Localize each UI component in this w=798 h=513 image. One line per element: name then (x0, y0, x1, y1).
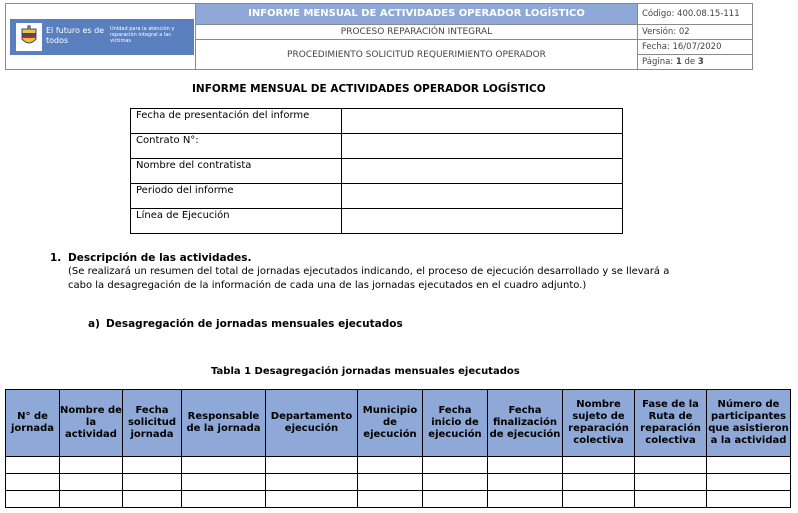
table-cell[interactable] (60, 457, 123, 474)
column-header: Nombre de la actividad (60, 390, 123, 457)
table-cell[interactable] (635, 491, 707, 508)
table-cell[interactable] (182, 474, 266, 491)
table-row (6, 474, 791, 491)
table-cell[interactable] (563, 491, 635, 508)
section-1-paragraph-line1: (Se realizará un resumen del total de jornadas ejecutados indicando, el proceso de ejecución desarrollado y se llevará a (68, 266, 670, 277)
version-field: Versión: 02 (638, 25, 753, 40)
column-header: Fase de la Ruta de reparación colectiva (635, 390, 707, 457)
table-cell[interactable] (266, 491, 358, 508)
table-cell[interactable] (423, 474, 488, 491)
date-field: Fecha: 16/07/2020 (638, 40, 753, 55)
page-field (638, 55, 753, 70)
table-cell[interactable] (358, 491, 423, 508)
section-1-number: 1. (50, 252, 62, 264)
table-cell[interactable] (6, 491, 60, 508)
table-cell[interactable] (123, 474, 182, 491)
table-cell[interactable] (707, 474, 791, 491)
table-cell[interactable] (563, 474, 635, 491)
info-row (131, 184, 623, 209)
column-header: Nombre sujeto de reparación colectiva (563, 390, 635, 457)
table-cell[interactable] (488, 491, 563, 508)
column-header: Municipio de ejecución (358, 390, 423, 457)
info-value[interactable] (342, 109, 623, 134)
table-cell[interactable] (6, 457, 60, 474)
table-row (6, 491, 791, 508)
table-cell[interactable] (707, 491, 791, 508)
info-label: Periodo del informe (131, 184, 342, 209)
info-label: Nombre del contratista (131, 159, 342, 184)
coat-of-arms-icon (16, 23, 42, 51)
institution-logo (10, 19, 194, 55)
logo-cell (6, 4, 196, 70)
info-row (131, 109, 623, 134)
table-cell[interactable] (123, 457, 182, 474)
column-header: N° de jornada (6, 390, 60, 457)
info-row (131, 134, 623, 159)
table-cell[interactable] (266, 474, 358, 491)
table-cell[interactable] (423, 491, 488, 508)
table-cell[interactable] (6, 474, 60, 491)
table-cell[interactable] (123, 491, 182, 508)
activities-table (5, 389, 791, 508)
info-value[interactable] (342, 184, 623, 209)
document-header (5, 3, 753, 70)
table-caption: Tabla 1 Desagregación jornadas mensuales ejecutados (211, 366, 520, 377)
logo-main-text: El futuro es de todos (46, 26, 105, 45)
column-header: Departamento ejecución (266, 390, 358, 457)
column-header: Fecha inicio de ejecución (423, 390, 488, 457)
table-cell[interactable] (60, 474, 123, 491)
info-value[interactable] (342, 134, 623, 159)
table-cell[interactable] (488, 457, 563, 474)
page-total: 3 (697, 57, 704, 67)
table-cell[interactable] (358, 474, 423, 491)
column-header: Fecha finalización de ejecución (488, 390, 563, 457)
table-cell[interactable] (488, 474, 563, 491)
table-cell[interactable] (635, 457, 707, 474)
table-cell[interactable] (182, 457, 266, 474)
table-header-row (6, 390, 791, 457)
info-label: Línea de Ejecución (131, 209, 342, 234)
section-1-title: Descripción de las actividades. (68, 252, 252, 264)
table-cell[interactable] (60, 491, 123, 508)
procedure-name: PROCEDIMIENTO SOLICITUD REQUERIMIENTO OPERADOR (196, 40, 638, 70)
section-1-paragraph-line2: cabo la desagregación de la información de cada una de las jornadas ejecutados en el cuadro adjunto.) (68, 280, 587, 291)
subsection-a-label: a) (88, 318, 100, 330)
table-cell[interactable] (563, 457, 635, 474)
subsection-a-title: Desagregación de jornadas mensuales ejecutados (106, 318, 403, 330)
table-row (6, 457, 791, 474)
page-current: 1 (675, 57, 682, 67)
info-row (131, 159, 623, 184)
table-cell[interactable] (423, 457, 488, 474)
logo-sub-text: Unidad para la atención y reparación integral a las víctimas (110, 26, 175, 44)
column-header: Número de participantes que asistieron a la actividad (707, 390, 791, 457)
table-cell[interactable] (266, 457, 358, 474)
doc-title-cell (196, 4, 638, 25)
info-value[interactable] (342, 209, 623, 234)
column-header: Fecha solicitud jornada (123, 390, 182, 457)
report-info-table (130, 108, 623, 234)
page-of: de (684, 57, 696, 67)
report-title: INFORME MENSUAL DE ACTIVIDADES OPERADOR LOGÍSTICO (192, 83, 546, 95)
info-label: Fecha de presentación del informe (131, 109, 342, 134)
table-cell[interactable] (635, 474, 707, 491)
doc-title: INFORME MENSUAL DE ACTIVIDADES OPERADOR LOGÍSTICO (196, 4, 637, 24)
table-cell[interactable] (707, 457, 791, 474)
table-cell[interactable] (182, 491, 266, 508)
table-cell[interactable] (358, 457, 423, 474)
info-row (131, 209, 623, 234)
info-label: Contrato N°: (131, 134, 342, 159)
code-field: Código: 400.08.15-111 (638, 4, 753, 25)
process-name: PROCESO REPARACIÓN INTEGRAL (196, 25, 638, 40)
column-header: Responsable de la jornada (182, 390, 266, 457)
page-label: Página: (642, 57, 674, 67)
info-value[interactable] (342, 159, 623, 184)
